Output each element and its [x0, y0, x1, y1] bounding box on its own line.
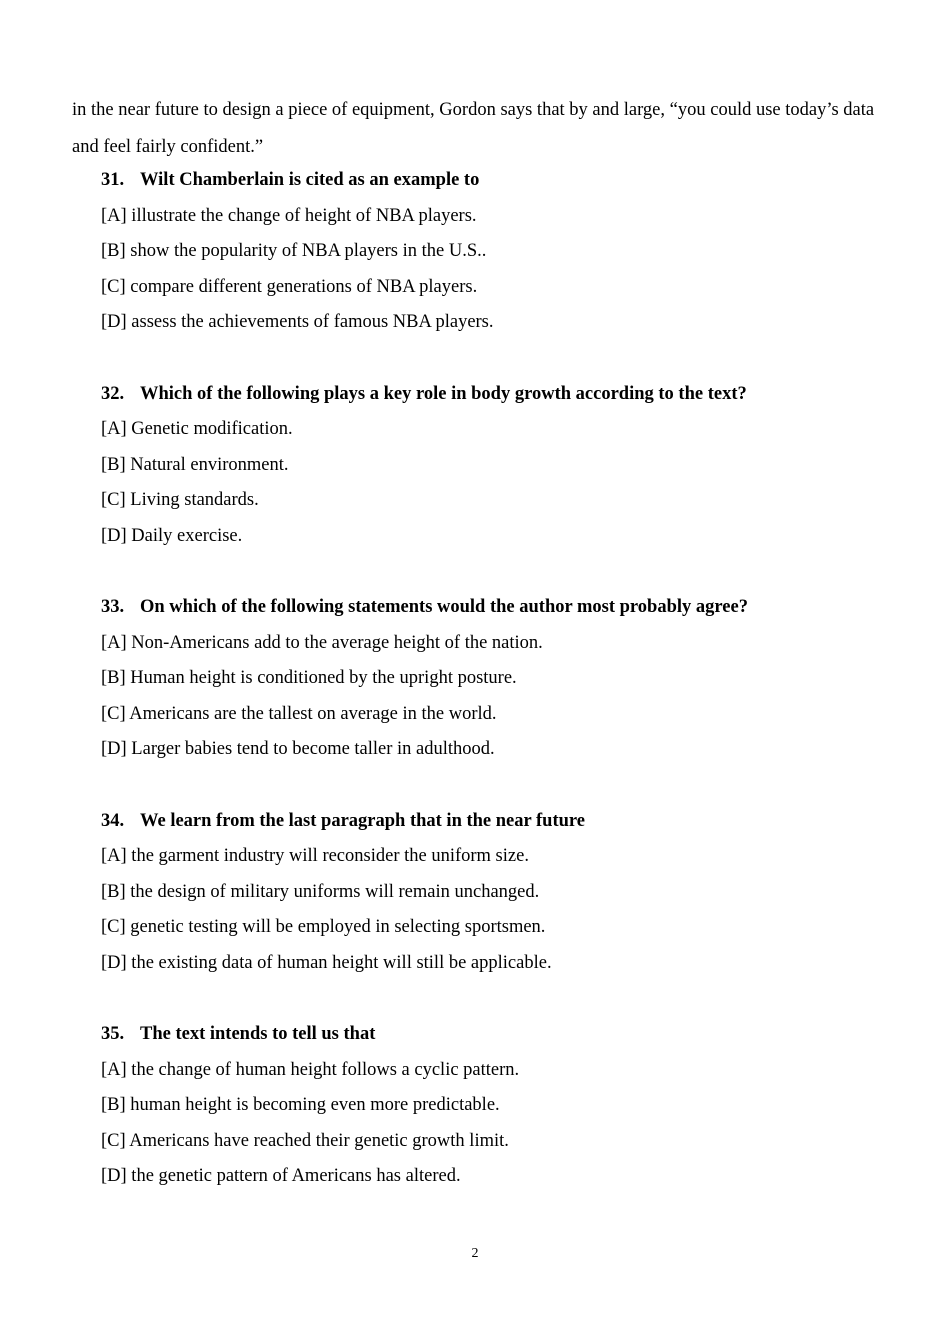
question-stem — [101, 804, 901, 840]
option-d: [D] Daily exercise. — [101, 525, 243, 546]
question-stem — [101, 377, 901, 413]
question-35 — [101, 1017, 901, 1195]
option-b: [B] Human height is conditioned by the upright posture. — [101, 668, 517, 688]
question-number: 33. — [101, 597, 125, 617]
option-b: [B] show the popularity of NBA players in the U.S.. — [101, 241, 487, 261]
option-a: [A] Non-Americans add to the average height of the nation. — [101, 632, 543, 653]
option-d: [D] the existing data of human height will still be applicable. — [101, 952, 552, 973]
option-c: [C] Living standards. — [101, 490, 259, 510]
option-c: [C] Americans are the tallest on average in the world. — [101, 703, 497, 724]
question-text: Wilt Chamberlain is cited as an example to — [140, 170, 480, 190]
option-c: [C] Americans have reached their genetic growth limit. — [101, 1130, 509, 1151]
question-number: 32. — [101, 383, 125, 404]
question-stem — [101, 590, 901, 626]
question-number: 34. — [101, 810, 125, 831]
question-list — [101, 163, 901, 1231]
question-number: 35. — [101, 1024, 125, 1044]
question-text: We learn from the last paragraph that in the near future — [140, 810, 586, 831]
page-number: 2 — [471, 1246, 479, 1261]
question-text: On which of the following statements would the author most probably agree? — [140, 597, 748, 617]
question-33 — [101, 590, 901, 768]
option-b: [B] human height is becoming even more predictable. — [101, 1095, 500, 1115]
option-d: [D] Larger babies tend to become taller in adulthood. — [101, 739, 495, 759]
intro-paragraph: in the near future to design a piece of equipment, Gordon says that by and large, “you could use today’s data and feel fairly confident.” — [72, 100, 875, 157]
option-c: [C] genetic testing will be employed in selecting sportsmen. — [101, 917, 546, 937]
option-d: [D] the genetic pattern of Americans has altered. — [101, 1166, 461, 1186]
option-a: [A] the garment industry will reconsider the uniform size. — [101, 846, 529, 866]
question-32 — [101, 377, 901, 555]
option-a: [A] Genetic modification. — [101, 419, 293, 439]
question-text: Which of the following plays a key role in body growth according to the text? — [140, 383, 747, 404]
option-d: [D] assess the achievements of famous NBA players. — [101, 312, 494, 332]
question-stem — [101, 163, 901, 199]
option-c: [C] compare different generations of NBA players. — [101, 276, 478, 297]
option-b: [B] the design of military uniforms will remain unchanged. — [101, 881, 540, 902]
question-number: 31. — [101, 170, 125, 190]
question-31 — [101, 163, 901, 341]
option-a: [A] illustrate the change of height of NBA players. — [101, 205, 477, 226]
option-b: [B] Natural environment. — [101, 454, 289, 475]
option-a: [A] the change of human height follows a cyclic pattern. — [101, 1059, 520, 1080]
question-stem — [101, 1017, 901, 1053]
question-text: The text intends to tell us that — [140, 1024, 376, 1044]
question-34 — [101, 804, 901, 982]
